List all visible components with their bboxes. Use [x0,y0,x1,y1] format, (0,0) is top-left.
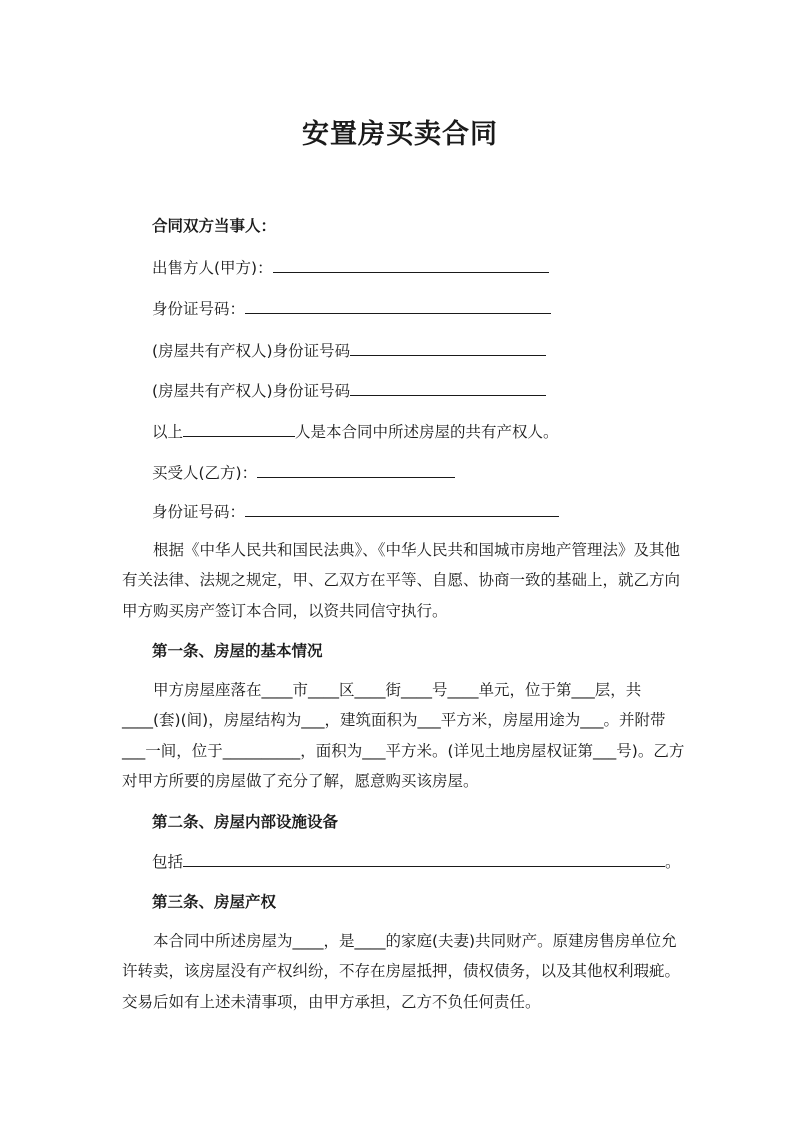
article3-paragraph [122,926,688,1017]
seller-blank[interactable] [273,257,549,273]
article2-suffix: 。 [665,853,681,871]
buyer-id-label: 身份证号码： [152,503,246,521]
co-owners-suffix: 人是本合同中所述房屋的共有产权人。 [295,423,559,441]
article1-text: 甲方房屋座落在____市____区____街____号____单元，位于第___层，共____(套)(间)，房屋结构为___，建筑面积为___平方米，房屋用途为___。并附带___一间，位于__________，面积为___平方米。(详见土地房屋权证第___号)。乙方对甲方所要的房屋做了充分了解，愿意购买该房屋。 [122,681,685,790]
article2-row [152,851,681,872]
co-owner-id-row-2 [152,380,546,401]
co-owners-prefix: 以上 [152,423,184,441]
article2-heading: 第二条、房屋内部设施设备 [152,813,339,831]
article1-paragraph [122,675,688,796]
buyer-label: 买受人(乙方)： [152,464,258,482]
parties-heading: 合同双方当事人： [152,217,277,235]
seller-id-label: 身份证号码： [152,300,246,318]
seller-row [152,257,549,278]
co-owner-id-blank-1[interactable] [350,340,546,356]
preamble-text: 根据《中华人民共和国民法典》、《中华人民共和国城市房地产管理法》及其他有关法律、法规之规定，甲、乙双方在平等、自愿、协商一致的基础上，就乙方向甲方购买房产签订本合同，以资共同信守执行。 [122,541,681,620]
co-owner-id-row-1 [152,340,546,361]
buyer-blank[interactable] [257,462,455,478]
co-owners-blank[interactable] [183,421,295,437]
preamble-paragraph [122,535,688,626]
seller-id-row [152,298,551,319]
seller-id-blank[interactable] [245,298,551,314]
co-owner-id-label-1: (房屋共有产权人)身份证号码 [152,342,351,360]
article2-blank[interactable] [183,851,665,867]
article3-heading: 第三条、房屋产权 [152,893,277,911]
buyer-id-blank[interactable] [245,501,559,517]
document-title: 安置房买卖合同 [302,119,498,150]
co-owner-id-label-2: (房屋共有产权人)身份证号码 [152,382,351,400]
article1-heading: 第一条、房屋的基本情况 [152,642,323,660]
co-owners-row [152,421,559,442]
article3-text: 本合同中所述房屋为____，是____的家庭(夫妻)共同财产。原建房售房单位允许转卖，该房屋没有产权纠纷，不存在房屋抵押，债权债务，以及其他权利瑕疵。交易后如有上述未清事项，由甲方承担，乙方不负任何责任。 [122,932,681,1011]
buyer-row [152,462,455,483]
buyer-id-row [152,501,559,522]
co-owner-id-blank-2[interactable] [350,380,546,396]
article2-prefix: 包括 [152,853,184,871]
seller-label: 出售方人(甲方)： [152,259,273,277]
